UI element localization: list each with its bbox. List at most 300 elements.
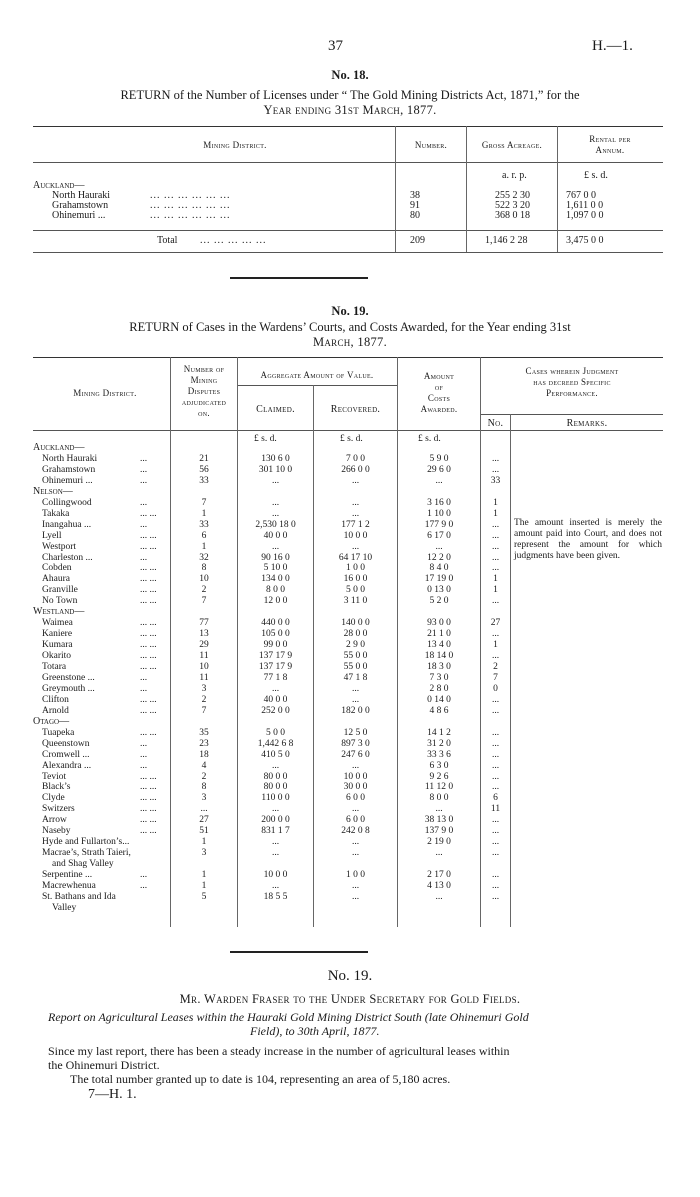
claimed-amount: 12 0 0 [263,596,288,607]
disputes-count: 29 [199,640,209,651]
costs-awarded: 0 13 0 [427,585,451,596]
recovered-amount: 1 0 0 [346,870,365,881]
costs-awarded: 3 16 0 [427,497,451,508]
recovered-amount: 266 0 0 [341,464,370,475]
leader-dots: ... ... [140,651,157,662]
district-name: Cobden [42,563,72,574]
claimed-amount: 18 5 5 [263,891,288,902]
section-separator [230,277,368,279]
recovered-amount: 1 0 0 [346,563,365,574]
claimed-amount: 410 5 0 [261,749,290,760]
table-row [0,903,700,913]
leader-dots: ... ... [140,640,157,651]
claimed-amount: 252 0 0 [261,705,290,716]
disputes-count: 23 [199,738,209,749]
costs-awarded: ... [435,475,443,486]
recovered-amount: 10 0 0 [343,771,368,782]
rental-units: £ s. d. [584,170,608,181]
table-row [0,804,700,814]
col-costs-line4: Awarded. [420,404,458,414]
claimed-amount: 5 0 0 [266,727,285,738]
costs-awarded: 4 13 0 [427,881,451,891]
disputes-count: 33 [199,519,209,530]
report-title-line2: Field), to 30th April, 1877. [250,1024,380,1038]
costs-awarded: ... [435,804,443,815]
recovered-amount: 10 0 0 [343,530,368,541]
disputes-count: 77 [199,618,209,629]
cases-count: 1 [493,585,498,596]
recovered-amount: 3 11 0 [343,596,368,607]
claimed-amount: 137 17 9 [258,651,293,662]
recovered-amount: 5 0 0 [346,585,365,596]
table-row [0,772,700,782]
costs-awarded: 33 3 6 [427,749,451,760]
cases-count: 1 [493,574,498,585]
district-name: Teviot [42,771,67,782]
costs-awarded: 14 1 2 [427,727,451,738]
leader-dots: ... [140,552,148,563]
disputes-count: 6 [201,530,207,541]
cases-count: 2 [493,662,498,672]
leader-dots: ... [140,749,148,760]
disputes-count: 1 [201,541,207,552]
claimed-amount: 130 6 0 [261,453,290,464]
col-disputes-line3: Disputes [187,386,221,396]
report-number: No. 19. [327,968,373,984]
district-name: Collingwood [42,497,92,508]
page-reference: H.—1. [592,38,633,54]
table-row [0,815,700,825]
district-name: Lyell [42,530,62,541]
col-rental-line1: Rental per [589,134,631,144]
disputes-count: 35 [199,727,209,738]
col-disputes-line1: Number of [183,364,225,374]
cases-count: 1 [493,640,498,651]
report-title-line1: Report on Agricultural Leases within the Hauraki Gold Mining District South (late Ohinemuri Gold [48,1010,529,1024]
costs-awarded: 93 0 0 [427,618,451,629]
costs-awarded: 137 9 0 [424,826,454,837]
recovered-units: £ s. d. [340,434,363,444]
return-19-heading-line1: RETURN of Cases in the Wardens’ Courts, and Costs Awarded, for the Year ending 31st [129,320,571,334]
district-name: Ahaura [42,574,70,585]
leader-dots: ... ... [140,530,157,541]
cases-count: ... [491,464,500,475]
recovered-amount: ... [351,541,360,552]
costs-awarded: 5 2 0 [429,596,449,607]
disputes-count: 11 [199,672,209,683]
costs-awarded: 6 3 0 [429,760,449,771]
col-disputes-line5: on. [198,408,210,418]
recovered-amount: 177 1 2 [341,519,370,530]
costs-awarded: 17 19 0 [424,574,454,585]
col-cases-line2: has decreed Specific [533,377,611,387]
cases-count: ... [491,519,500,530]
disputes-count: 32 [199,552,209,563]
leader-dots: ... ... [140,782,157,793]
claimed-amount: ... [271,508,280,519]
costs-awarded: 21 1 0 [427,629,451,640]
district-name: Hyde and Fullarton’s... [42,837,130,848]
disputes-count: 1 [201,508,207,519]
costs-awarded: 13 4 0 [427,640,451,651]
cases-count: 1 [493,497,498,508]
district-name: Greymouth ... [42,683,95,694]
cases-count: ... [491,738,500,749]
report-from-line: Mr. Warden Fraser to the Under Secretary for Gold Fields. [179,992,521,1006]
leader-dots: ... [140,464,148,475]
return-19-number: No. 19. [331,304,369,318]
district-name: Inangahua ... [42,519,92,530]
table-row [0,640,700,650]
leader-dots: ... ... [140,771,157,782]
cases-count: ... [491,651,500,662]
leader-dots: ... ... [140,574,157,585]
table-row [0,782,700,792]
leader-dots: ... ... [140,826,157,837]
costs-awarded: 29 6 0 [427,464,451,475]
recovered-amount: 2 9 0 [346,640,365,651]
disputes-count: 7 [201,497,207,508]
table-row [0,837,700,847]
disputes-count: 3 [201,683,207,694]
district-name: Queenstown [42,738,90,749]
district-name: Switzers [42,804,75,815]
leader-dots: ... ... [140,815,157,826]
district-name: Tuapeka [42,727,75,738]
claimed-amount: 40 0 0 [263,530,288,541]
table-row [0,443,700,453]
claimed-amount: 301 10 0 [258,464,293,475]
acreage-units: a. r. p. [502,170,527,181]
claimed-amount: 105 0 0 [261,629,290,640]
claimed-amount: ... [271,804,280,815]
col-disputes-line2: Mining [190,375,218,385]
claimed-amount: 440 0 0 [261,618,290,629]
return-18-heading-line2: Year ending 31st March, 1877. [263,103,437,117]
leader-dots: ... [140,738,148,749]
recovered-amount: 6 0 0 [346,815,365,826]
cases-count: ... [491,881,500,891]
table-row [0,607,700,617]
district-name: Cromwell ... [42,749,90,760]
table-row [0,454,700,464]
col-costs-line3: Costs [427,393,451,403]
leader-dots: ... [140,683,148,694]
leader-dots: ... ... [140,793,157,804]
costs-awarded: 1 10 0 [427,508,451,519]
table-row [0,761,700,771]
district-name: Clyde [42,793,65,804]
district-name: Charleston ... [42,552,93,563]
cases-count: 11 [490,804,501,815]
total-label: Total [157,235,178,246]
costs-awarded: 177 9 0 [424,519,454,530]
claimed-amount: ... [271,541,280,552]
col-cases-line3: Performance. [546,388,598,398]
table-row [0,826,700,836]
recovered-amount: 12 5 0 [343,727,368,738]
leader-dots: ... ... ... ... ... ... [150,210,231,221]
cases-count: 27 [490,618,501,629]
leader-dots: ... ... [140,618,157,629]
disputes-count: 18 [199,749,209,760]
table-row [0,498,700,508]
report-paragraph-2: The total number granted up to date is 104, representing an area of 5,180 acres. [70,1072,451,1086]
leader-dots: ... ... ... ... ... ... [150,200,231,211]
district-name: Totara [42,662,67,672]
col-mining-district-19: Mining District. [73,388,137,398]
leader-dots: ... [140,453,148,464]
cases-count: ... [491,694,500,705]
leader-dots: ... ... [140,727,157,738]
disputes-count: 3 [201,793,207,804]
claimed-amount: 5 10 0 [263,563,288,574]
leader-dots: ... [140,497,148,508]
disputes-count: 1 [201,870,207,881]
region-label: Auckland— [33,180,85,191]
disputes-count: 2 [201,694,207,705]
disputes-count: 3 [201,848,207,859]
district-name: Arrow [42,815,67,826]
recovered-amount: 897 3 0 [341,738,370,749]
claimed-amount: 90 16 0 [261,552,290,563]
recovered-amount: 64 17 10 [338,552,373,563]
table-row [0,728,700,738]
disputes-count: 1 [201,837,207,848]
region-label: Westland— [33,606,85,618]
claimed-amount: ... [271,683,280,694]
license-count: 80 [410,210,420,221]
claimed-amount: ... [271,881,280,891]
district-name: Okarito [42,651,72,662]
costs-awarded: 2 17 0 [427,870,451,881]
table-row [0,717,700,727]
claimed-amount: 1,442 6 8 [257,738,294,749]
total-number: 209 [410,235,425,246]
district-name: No Town [42,596,78,607]
region-label: Nelson— [33,485,73,497]
disputes-count: 10 [199,662,209,672]
total-acreage: 1,146 2 28 [485,235,528,246]
leader-dots: ... ... [140,596,157,607]
table-row [0,487,700,497]
district-name: Black’s [42,782,71,793]
recovered-amount: 7 0 0 [346,453,365,464]
disputes-count: 27 [199,815,209,826]
disputes-count: 5 [201,891,207,902]
district-name: Clifton [42,694,69,705]
col-number: Number. [414,140,448,150]
district-name: Ohinemuri ... [42,475,93,486]
table-row [0,870,700,880]
cases-count: ... [491,848,500,859]
table-row [0,651,700,661]
recovered-amount: 55 0 0 [343,651,368,662]
recovered-amount: ... [351,848,360,859]
disputes-count: 51 [199,826,209,837]
recovered-amount: ... [351,508,360,519]
table-row [0,706,700,716]
table-row [0,739,700,749]
leader-dots: ... ... [140,804,157,815]
claimed-amount: 40 0 0 [263,694,288,705]
claimed-amount: ... [271,837,280,848]
district-name: Waimea [42,618,73,629]
district-name: Valley [52,902,77,913]
district-name: Kumara [42,640,73,651]
table-row [0,848,700,858]
table-row [0,574,700,584]
region-label: Otago— [33,715,70,727]
cases-count: ... [491,837,500,848]
costs-awarded: 12 2 0 [427,552,451,563]
disputes-count: 7 [201,596,207,607]
claimed-amount: ... [271,760,280,771]
leader-dots: ... ... [140,705,157,716]
table-row [0,695,700,705]
recovered-amount: ... [351,881,360,891]
recovered-amount: ... [351,804,360,815]
district-name: Macrewhenua [42,881,96,891]
leader-dots: ... [140,760,148,771]
disputes-count: 10 [199,574,209,585]
costs-awarded: ... [435,891,443,902]
claimed-amount: 110 0 0 [261,793,290,804]
district-name: North Hauraki [52,190,111,201]
table-row [0,793,700,803]
costs-awarded: ... [435,848,443,859]
costs-awarded: 2 19 0 [427,837,451,848]
leader-dots: ... [140,672,148,683]
disputes-count: 4 [201,760,207,771]
cases-count: ... [491,530,500,541]
recovered-amount: ... [351,683,360,694]
cases-count: ... [491,596,500,607]
leader-dots: ... [140,881,148,891]
recovered-amount: 6 0 0 [346,793,365,804]
claimed-amount: 80 0 0 [263,771,288,782]
district-name: Takaka [42,508,70,519]
claimed-amount: 99 0 0 [263,640,288,651]
costs-awarded: 5 9 0 [429,453,449,464]
col-cases-line1: Cases wherein Judgment [525,366,619,376]
costs-awarded: 8 4 0 [429,563,449,574]
claimed-amount: ... [271,497,280,508]
gross-acreage: 522 3 20 [495,200,530,211]
cases-count: ... [491,453,500,464]
gross-acreage: 255 2 30 [495,190,530,201]
cases-count: ... [491,563,500,574]
table-row [0,892,700,902]
remarks-note: The amount inserted is merely the amount paid into Court, and does not represent the amount for which judgments have been given. [514,518,662,561]
claimed-amount: 10 0 0 [263,870,288,881]
recovered-amount: 47 1 8 [343,672,368,683]
leader-dots: ... ... [140,662,157,672]
cases-count: ... [491,760,500,771]
claimed-amount: 831 1 7 [261,826,290,837]
col-no: No. [487,418,504,429]
costs-awarded: 31 2 0 [427,738,451,749]
table-row [0,465,700,475]
report-paragraph-1-line2: the Ohinemuri District. [48,1058,160,1072]
cases-count: ... [491,815,500,826]
col-aggregate-value: Aggregate Amount of Value. [260,370,374,380]
district-name: Alexandra ... [42,760,92,771]
license-count: 38 [410,190,420,201]
recovered-amount: 247 6 0 [341,749,370,760]
disputes-count: 2 [201,585,207,596]
costs-awarded: 18 14 0 [424,651,454,662]
recovered-amount: 182 0 0 [341,705,370,716]
recovered-amount: ... [351,837,360,848]
recovered-amount: 55 0 0 [343,662,368,672]
cases-count: ... [491,727,500,738]
leader-dots: ... ... [140,629,157,640]
district-name: Grahamstown [42,464,96,475]
table-row [0,596,700,606]
district-name: Macrae’s, Strath Taieri, [42,848,131,859]
disputes-count: ... [200,804,208,815]
disputes-count: 56 [199,464,209,475]
leader-dots: ... ... [140,508,157,519]
disputes-count: 1 [201,881,207,891]
total-dots: ... ... ... ... ... [200,235,267,246]
recovered-amount: 242 0 8 [341,826,370,837]
table-row [0,585,700,595]
disputes-count: 8 [201,782,207,793]
costs-units: £ s. d. [418,434,441,444]
recovered-amount: 140 0 0 [341,618,370,629]
cases-count: ... [491,629,500,640]
disputes-count: 8 [201,563,207,574]
claimed-units: £ s. d. [254,434,277,444]
annual-rental: 1,611 0 0 [566,200,604,211]
claimed-amount: 2,530 18 0 [255,519,296,530]
district-name: Ohinemuri ... [52,210,106,221]
region-label: Auckland— [33,442,85,453]
costs-awarded: 6 17 0 [427,530,451,541]
costs-awarded: 7 3 0 [429,672,449,683]
recovered-amount: 16 0 0 [343,574,368,585]
costs-awarded: 11 12 0 [424,782,454,793]
section-separator-2 [230,951,368,953]
cases-count: ... [491,541,500,552]
annual-rental: 1,097 0 0 [566,210,604,221]
disputes-count: 11 [199,651,209,662]
table-row [0,881,700,891]
return-18-heading-line1: RETURN of the Number of Licenses under “ The Gold Mining Districts Act, 1871,” for the [120,88,580,102]
cases-count: 7 [493,672,498,683]
leader-dots: ... [140,519,148,530]
col-costs-line1: Amount [423,371,455,381]
costs-awarded: 0 14 0 [427,694,451,705]
leader-dots: ... ... [140,585,157,596]
cases-count: ... [491,705,500,716]
claimed-amount: 80 0 0 [263,782,288,793]
district-name: Greenstone ... [42,672,95,683]
costs-awarded: 9 2 6 [429,771,449,782]
table-row [0,662,700,672]
col-remarks: Remarks. [566,418,608,429]
claimed-amount: 8 0 0 [266,585,285,596]
disputes-count: 7 [201,705,207,716]
recovered-amount: ... [351,475,360,486]
col-disputes-line4: adjudicated [181,397,227,407]
table-row [0,563,700,573]
recovered-amount: 28 0 0 [343,629,368,640]
district-name: Arnold [42,705,69,716]
leader-dots: ... ... ... ... ... ... [150,190,231,201]
